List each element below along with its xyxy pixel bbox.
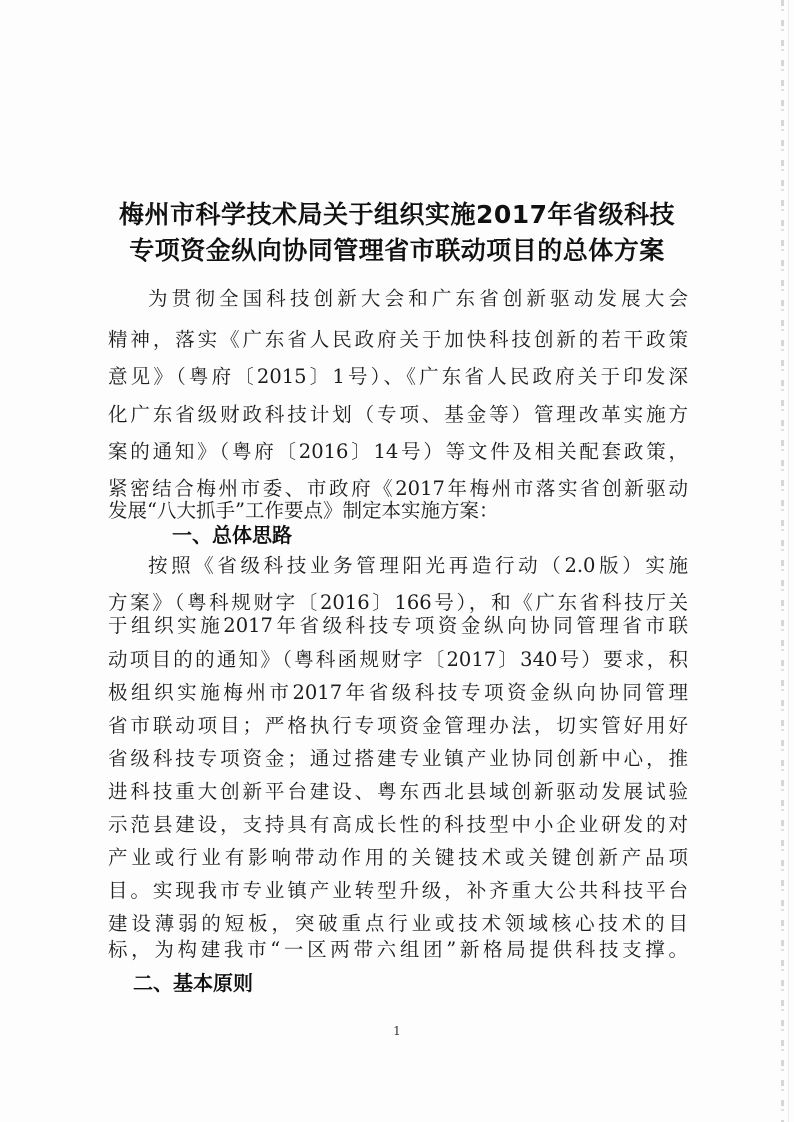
paragraph-line: 标，为构建我市“一区两带六组团”新格局提供科技支撑。: [108, 938, 688, 961]
paragraph-line: 产业或行业有影响带动作用的关键技术或关键创新产品项: [108, 846, 688, 869]
paragraph-line: 省级科技专项资金；通过搭建专业镇产业协同创新中心，推: [108, 747, 688, 770]
document-title-line-1: 梅州市科学技术局关于组织实施2017年省级科技: [118, 200, 676, 229]
paragraph-line: 紧密结合梅州市委、市政府《2017年梅州市落实省创新驱动: [108, 477, 688, 500]
paragraph-line: 于组织实施2017年省级科技专项资金纵向协同管理省市联: [108, 614, 688, 637]
paragraph-line: 进科技重大创新平台建设、粤东西北县域创新驱动发展试验: [108, 780, 688, 803]
scan-edge-artifact: [788, 0, 789, 1122]
paragraph-line: 示范县建设，支持具有高成长性的科技型中小企业研发的对: [108, 813, 688, 836]
section-heading-basic-principles: 二、基本原则: [133, 971, 253, 995]
paragraph-line: 按照《省级科技业务管理阳光再造行动（2.0版）实施: [148, 554, 688, 577]
scan-edge-artifact: [781, 0, 784, 1122]
section-heading-overall-approach: 一、总体思路: [172, 523, 292, 547]
paragraph-line: 为贯彻全国科技创新大会和广东省创新驱动发展大会: [148, 287, 688, 310]
paragraph-line: 意见》（粤府〔2015〕1号）、《广东省人民政府关于印发深: [108, 365, 688, 388]
paragraph-line: 目。实现我市专业镇产业转型升级，补齐重大公共科技平台: [108, 879, 688, 902]
paragraph-line: 发展“八大抓手”工作要点》制定本实施方案：: [108, 499, 499, 522]
page-number: 1: [393, 1024, 401, 1038]
paragraph-line: 建设薄弱的短板，突破重点行业或技术领域核心技术的目: [108, 912, 688, 935]
paragraph-line: 动项目的的通知》（粤科函规财字〔2017〕340号）要求，积: [108, 648, 688, 671]
document-title-line-2: 专项资金纵向协同管理省市联动项目的总体方案: [129, 236, 665, 265]
paragraph-line: 案的通知》（粤府〔2016〕14号）等文件及相关配套政策，: [108, 440, 688, 463]
paragraph-line: 方案》（粤科规财字〔2016〕166号），和《广东省科技厅关: [108, 591, 688, 614]
paragraph-line: 化广东省级财政科技计划（专项、基金等）管理改革实施方: [108, 403, 688, 426]
paragraph-line: 省市联动项目；严格执行专项资金管理办法，切实管好用好: [108, 714, 688, 737]
paragraph-line: 精神，落实《广东省人民政府关于加快科技创新的若干政策: [108, 328, 688, 351]
paragraph-line: 极组织实施梅州市2017年省级科技专项资金纵向协同管理: [108, 681, 688, 704]
